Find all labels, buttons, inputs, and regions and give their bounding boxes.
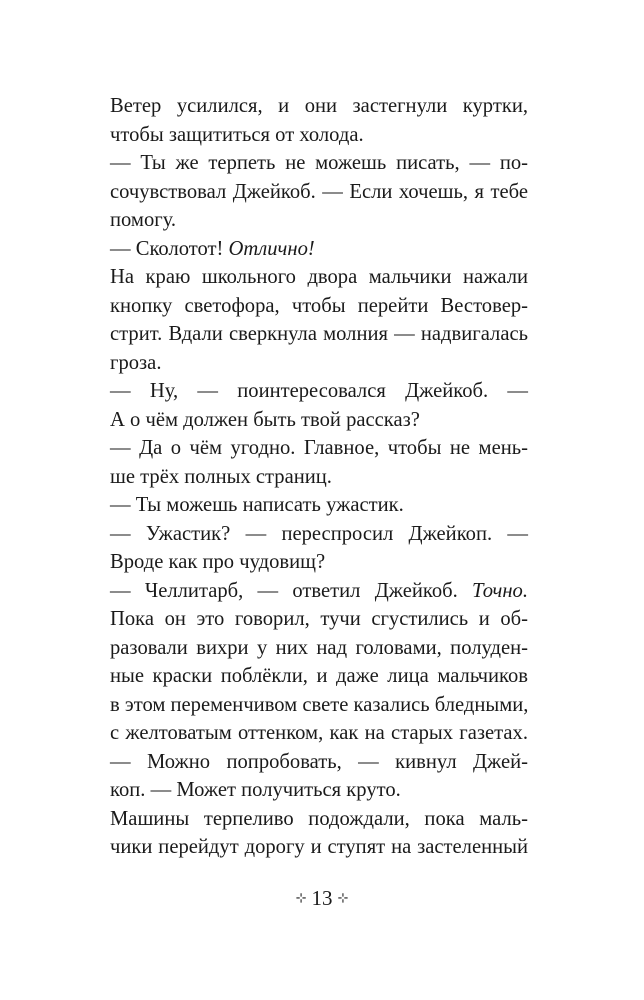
- text-line-content: стрит. Вдали сверкнула молния — надвигалась: [110, 323, 528, 345]
- text-line-content: помогу.: [110, 209, 177, 231]
- text-line: [110, 121, 528, 150]
- text-line-content: Машины терпеливо подождали, пока маль-: [110, 807, 528, 830]
- text-line: [110, 719, 528, 748]
- text-line: [110, 605, 528, 634]
- text-line: [110, 149, 528, 178]
- page-number-value: 13: [311, 886, 333, 910]
- text-line-content: — Да о чём угодно. Главное, чтобы не мень-: [110, 437, 528, 459]
- text-line: [110, 349, 528, 378]
- text-line-content: Вроде как про чудовищ?: [110, 551, 326, 573]
- text-line-content: ше трёх полных страниц.: [110, 465, 332, 488]
- text-line: [110, 805, 528, 834]
- text-line-content: Пока он это говорил, тучи сгустились и об-: [110, 608, 528, 630]
- text-line: [110, 235, 528, 264]
- text-line-content: — Ну, — поинтересовался Джейкоб. —: [110, 380, 528, 402]
- text-line: [110, 463, 528, 492]
- text-line-content: разовали вихри у них над головами, полуден-: [110, 636, 528, 659]
- text-line: [110, 92, 528, 121]
- text-line: [110, 634, 528, 663]
- text-line: [110, 292, 528, 321]
- text-line: [110, 662, 528, 691]
- text-line-content: — Сколотот!: [110, 237, 229, 260]
- text-line-italic: Точно.: [472, 579, 528, 602]
- text-line: [110, 833, 528, 862]
- text-line: [110, 548, 528, 577]
- text-line: [110, 377, 528, 406]
- text-line-italic: Отлично!: [228, 237, 315, 260]
- text-line-content: кнопку светофора, чтобы перейти Вестовер-: [110, 294, 528, 317]
- text-line-content: в этом переменчивом свете казались бледными,: [110, 693, 529, 716]
- text-line-content: — Ты можешь написать ужастик.: [110, 494, 404, 516]
- text-line-content: А о чём должен быть твой рассказ?: [110, 408, 420, 431]
- text-line-content: сочувствовал Джейкоб. — Если хочешь, я тебе: [110, 180, 528, 203]
- text-line-content: коп. — Может получиться круто.: [110, 779, 401, 801]
- text-line: [110, 206, 528, 235]
- text-line-content: — Челлитарб, — ответил Джейкоб.: [110, 579, 473, 602]
- text-line: [110, 691, 528, 720]
- text-line-content: Ветер усилился, и они застегнули куртки,: [110, 95, 528, 117]
- text-line: [110, 748, 528, 777]
- text-line: [110, 776, 528, 805]
- text-line-content: — Можно попробовать, — кивнул Джей-: [110, 750, 528, 773]
- text-line: [110, 491, 528, 520]
- text-line: [110, 320, 528, 349]
- ornament-left-icon: ⊹: [295, 890, 307, 906]
- page-number: [0, 884, 644, 914]
- text-line-content: ные краски поблёкли, и даже лица мальчиков: [110, 665, 528, 687]
- text-line: [110, 406, 528, 435]
- text-line: [110, 520, 528, 549]
- text-line-content: На краю школьного двора мальчики нажали: [110, 266, 528, 288]
- text-line-content: — Ты же терпеть не можешь писать, — по-: [110, 152, 528, 174]
- text-line: [110, 178, 528, 207]
- text-line: [110, 577, 528, 606]
- text-line-content: чтобы защититься от холода.: [110, 123, 364, 146]
- text-line-content: чики перейдут дорогу и ступят на застеленный: [110, 836, 528, 858]
- text-line-content: гроза.: [110, 351, 162, 374]
- text-line-content: с желтоватым оттенком, как на старых газетах.: [110, 722, 528, 744]
- ornament-right-icon: ⊹: [337, 890, 349, 906]
- text-line: [110, 263, 528, 292]
- body-text: [110, 92, 528, 862]
- text-line: [110, 434, 528, 463]
- text-line-content: — Ужастик? — переспросил Джейкоп. —: [110, 522, 528, 545]
